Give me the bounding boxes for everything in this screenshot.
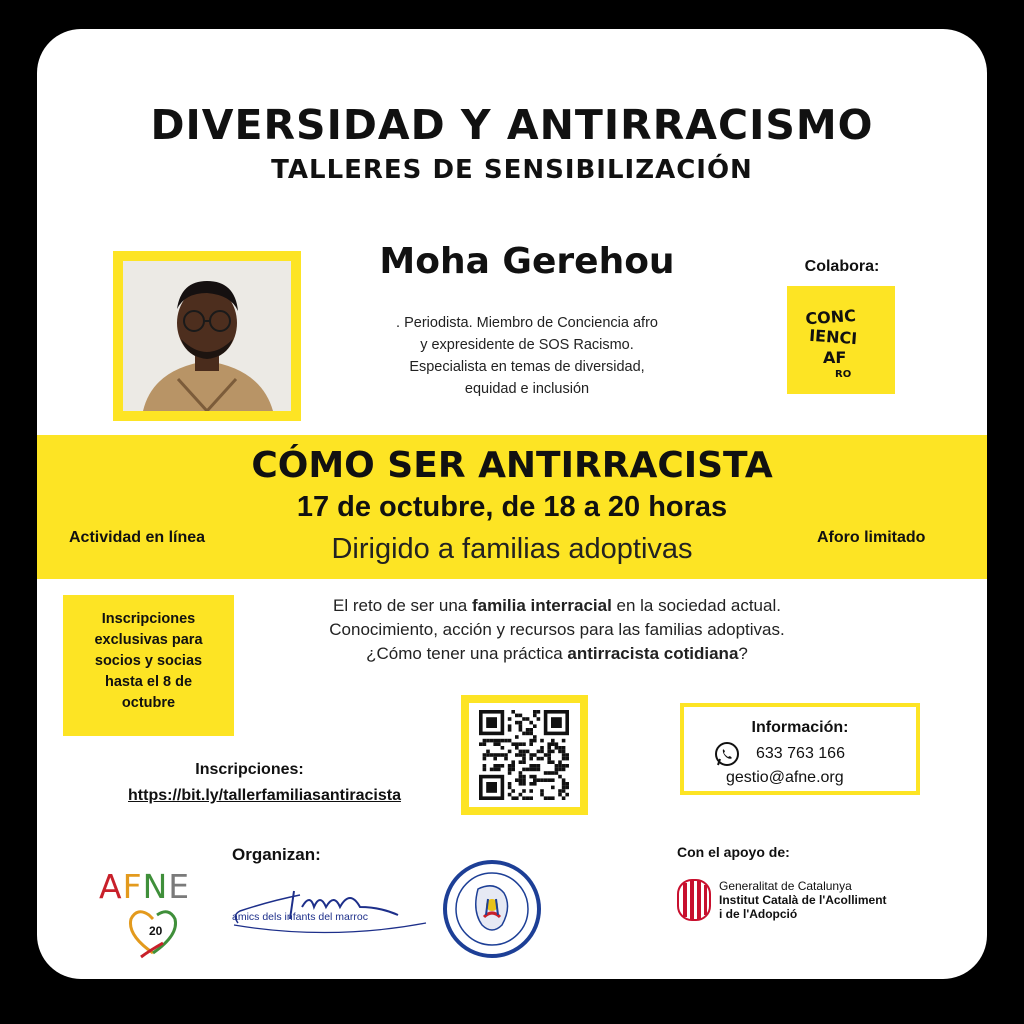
amics-logo: [230, 885, 430, 941]
collaborator-label: Colabora:: [804, 258, 880, 275]
afne-logo-text: AFNE: [99, 867, 191, 906]
generalitat-line: Generalitat de Catalunya: [719, 879, 852, 893]
description-text: ?: [738, 644, 748, 663]
whatsapp-phone-icon: [714, 741, 740, 767]
description-emphasis: antirracista cotidiana: [567, 644, 739, 663]
catalan-flag-icon: [677, 879, 711, 921]
logo-text: IENCI: [808, 325, 858, 349]
registration-note-line: socios y socias: [94, 653, 203, 669]
speaker-bio-line: Especialista en temas de diversidad,: [409, 359, 645, 375]
adopcolombia-seal-logo: [442, 859, 542, 959]
speaker-bio-line: . Periodista. Miembro de Conciencia afro: [396, 315, 658, 331]
registration-note-line: Inscripciones: [101, 611, 196, 627]
poster-subtitle: TALLERES DE SENSIBILIZACIÓN: [271, 155, 753, 185]
registration-note-line: hasta el 8 de: [104, 674, 193, 690]
event-capacity: Aforo limitado: [817, 529, 926, 546]
registration-note: [63, 609, 234, 714]
info-title: Información:: [751, 719, 849, 736]
generalitat-line: i de l'Adopció: [719, 907, 798, 921]
signup-label: Inscripciones:: [195, 761, 304, 778]
event-date: 17 de octubre, de 18 a 20 horas: [296, 491, 728, 523]
registration-note-line: octubre: [121, 695, 176, 711]
description-line-1: [237, 594, 877, 618]
conciencia-afro-logo: [787, 286, 895, 394]
event-description: [237, 594, 877, 666]
description-text: en la sociedad actual.: [611, 596, 781, 615]
event-audience: Dirigido a familias adoptivas: [331, 533, 693, 565]
poster-title: DIVERSIDAD Y ANTIRRACISMO: [150, 101, 874, 149]
logo-text: CONC: [804, 305, 857, 329]
speaker-bio-line: y expresidente de SOS Racismo.: [420, 337, 634, 353]
generalitat-text: [719, 879, 887, 921]
event-title: CÓMO SER ANTIRRACISTA: [251, 445, 773, 486]
logo-text: AF: [823, 348, 847, 367]
support-label: Con el apoyo de:: [677, 844, 790, 860]
speaker-name: Moha Gerehou: [379, 241, 675, 282]
info-email[interactable]: gestio@afne.org: [726, 769, 844, 786]
organizers-label: Organizan:: [232, 845, 321, 864]
speaker-bio: [347, 312, 707, 400]
registration-note-box: [63, 595, 234, 736]
afne-heart-icon: [123, 905, 183, 959]
info-box: [680, 703, 920, 795]
speaker-photo: [123, 261, 291, 411]
speaker-bio-line: equidad e inclusión: [464, 381, 590, 397]
description-line-2: Conocimiento, acción y recursos para las familias adoptivas.: [329, 620, 785, 639]
info-phone[interactable]: 633 763 166: [756, 745, 845, 762]
generalitat-logo: [677, 879, 927, 929]
description-text: ¿Cómo tener una práctica: [366, 644, 568, 663]
event-mode: Actividad en línea: [69, 529, 206, 546]
afne-logo: [99, 867, 209, 962]
amics-logo-text: amics dels infants del marroc: [232, 911, 368, 923]
qr-code[interactable]: [469, 703, 580, 807]
signup-link[interactable]: https://bit.ly/tallerfamiliasantiracista: [128, 787, 401, 804]
afne-badge: 20: [149, 924, 163, 938]
poster-card: [37, 29, 987, 979]
registration-note-line: exclusivas para: [94, 632, 203, 648]
description-emphasis: familia interracial: [471, 596, 612, 615]
logo-text: RO: [835, 369, 852, 380]
description-text: El reto de ser una: [333, 596, 472, 615]
qr-code-frame: [461, 695, 588, 815]
generalitat-line: Institut Català de l'Acolliment: [719, 893, 887, 907]
speaker-photo-frame: [113, 251, 301, 421]
description-line-3: [237, 642, 877, 666]
